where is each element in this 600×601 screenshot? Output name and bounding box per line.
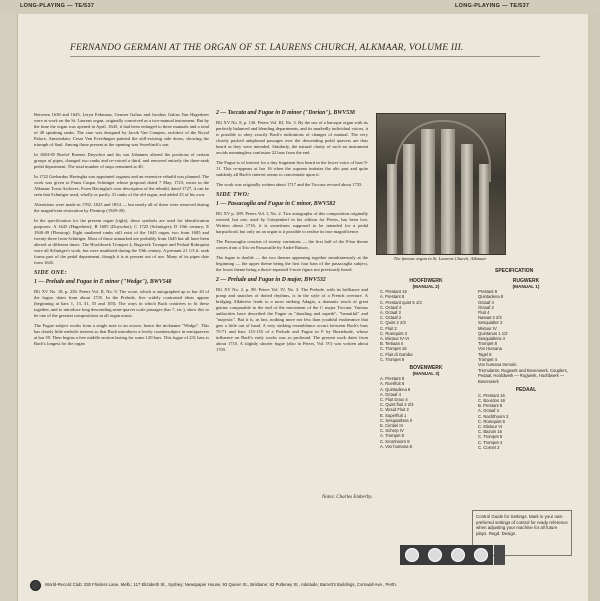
publisher-footer: World-Record Club: 330 Flinders Lane, Melb.; 117 Elizabeth St., Sydney; Newspaper House, 93 Queen St., Brisbane; 62 Pulteney St., Adelaide; Barrett's Buildings, Cornwall Ave., Perth.: [45, 582, 397, 587]
stop-item: A. Prestant 8: [380, 376, 405, 382]
top-strip: [0, 0, 600, 15]
stop-item: C. Roerquint 3: [380, 330, 407, 336]
piece-title: 2 — Toccata and Fugue in D minor ("Dorian"), BWV538: [216, 110, 355, 116]
record-label-logo-icon: [30, 580, 41, 591]
column-history: [34, 112, 209, 351]
column-notes: [216, 108, 368, 357]
stop-item: C. Bourdon 16: [478, 398, 506, 404]
stop-item: C. Fluit di Gamba: [380, 351, 413, 357]
dial-icon: [428, 548, 442, 562]
catalog-label-right: LONG-PLAYING — TE/537: [455, 3, 530, 9]
notes-credit: Notes: Charles Emberby.: [322, 495, 373, 500]
stop-item: C. Octaaf 4: [380, 304, 402, 310]
stop-item: C. Trompet 8: [380, 356, 405, 362]
stop-item: C. Prestant quint 5 1/3: [380, 299, 422, 305]
stop-item: C. Scherp IV: [380, 428, 404, 434]
history-paragraph: Alterations were made in 1782, 1823 and 1854 — but nearly all of these were removed during the magnificent restoration by Flentrop (1949-49).: [34, 202, 209, 213]
stop-item: Trompet 4: [478, 356, 497, 362]
stop-item: C. Cornet 2: [478, 444, 500, 450]
piece-notes: The Fugue is of interest for a tiny fragment first heard in the lower voice of bars 9-11. This re-appears at bar 16 when the soprano imitates the alto part and quite suddenly all Bach's interest seems to concentrate upon it.: [216, 160, 368, 177]
piece-notes: The Fugue subject works from a single note to an octave, hence the nickname "Wedge". This has clearly little melodic interest so that Bach introduces a lovely countersubject in semiquavers at bar 59. Then begins a free middle section lasting for some 120 bars. This fugue of 231 bars is Bach's longest for the organ: [34, 323, 209, 346]
spec-title-block: [380, 268, 580, 274]
stop-item: A. Octaaf 2: [380, 310, 401, 316]
stop-item: A. Roerfluit 8: [380, 381, 405, 387]
history-paragraph: In 1722 Gerhardus Havingha was appointed organist and an extensive rebuild was planned. The work was given to Frans Caspar Schnitger whose proposal dated 7 May, 1723, exists in the Alkmaar Town Archives. From Havingha's own description of the rebuild, dated 1727, it can be seen that Schnitger used, wholly or partly, 31 ranks of the old organ, and added 25 of his own.: [34, 174, 209, 197]
tremulant-couplers: Tremulants, Rugwerk and Bovenwerk. Couplers, Pedaal, Hoofdwerk — Rugwerk, Hoofdwerk — Bovenwerk: [478, 368, 568, 384]
piece-notes: The Passacaglia consists of twenty variations — the first half of the 8-bar theme comes from a Trio en Passacaille by André Raison.: [216, 239, 368, 250]
stop-item: A. Mixtuur IV-VI: [380, 336, 410, 342]
page-title: FERNANDO GERMANI AT THE ORGAN OF ST. LAURENS CHURCH, ALKMAAR, VOLUME III.: [70, 43, 464, 53]
piece-notes: BG XV No. 2, p. 88. Peters Vol. IV, No. 3. The Prelude, with its brilliance and pomp and snatches of dotted rhythms, is in the style of a French overture. A bridging Allabreve leads to a most striking Adagio, a dramatic touch of great genius comparable to the end of the movement of the C major Toccata. Various authorities have described the Fugue as "dazzling and superb", "beautiful" and "majestic". But it is, in fact, nothing more nor less than youthful exuberance that gets a little out of hand. A very striking resemblance occurs between Bach's bars 70-71 and bars 115-116 of a Prelude and Fugue in F by Buxtehude, whose influence on Bach's early works was so profound. The present work dates from about 1710. A slightly shorter fugue (also in Peters, Vol. IV) was written about 1705.: [216, 287, 368, 352]
history-paragraph: In the specification for the present organ (right), these symbols are used for identification purposes: A 1645 (Hagerbeer); B 1685 (Duyschot); C 1725 (Schnitger); D 19th century; E 1940-49 (Flentrop). Eight unaltered ranks still exist of the 1645 organ, two from 1685 and twenty-three from Schnitger. Most of those unmarked are probably from 1645 but all have been altered at different times. The Hoofdwerk Trompet 4, Rugwerk Trompet and Pedaal Rohrquint were all Schnitger's work, but were mutilated during the 19th century. A prestant 21 1/3 ft. rank forms part of the pedal department, though it is at present out of use. Many of its pipes date from 1645.: [34, 218, 209, 265]
stop-item: C. Nachthoorn 2: [478, 413, 509, 419]
history-paragraph: In 1684-85 Roelof Barents Duyschot and his son Johannes altered the positions of certain groups of pipes, changed two ranks and re-voiced a third, and removed entirely the three-rank pedal department. The total number of stops remained at 40.: [34, 152, 209, 169]
stop-item: Octaaf 4: [478, 299, 494, 305]
stop-item: Fluit 4: [478, 310, 490, 316]
division-subheading: (MANUAL 3): [412, 371, 440, 377]
stop-item: C. Kromhoorn 8: [380, 438, 410, 444]
stop-item: Nasaat 3 2/3: [478, 315, 502, 321]
control-guide: Control Guide for Settings. Mark in your own preferred settings of control for ready reference when adjusting your machine for all future plays. Regd. Design.: [472, 510, 572, 556]
stop-item: C. Quint fluit 2 2/3: [380, 402, 414, 408]
side-two-heading: SIDE TWO:: [216, 192, 250, 198]
history-paragraph: Between 1638 and 1645, Leryn Eekmans, Germer Galtus and Jacobus Galtus Van Hagerbeer were at work on the St. Laurens organ, originally conceived as a two-manual instrument. But by the time the organ was opened in April, 1645, it had been enlarged to three manuals and a total of 40 speaking ranks. The case was designed by Jacob Van Campen, architect of the Royal Palace, Amsterdam. Cesar Van Everdingen painted the still-existing side doors, showing the triumph of Saul. Among those present at the opening was Sweelinck's son.: [34, 112, 209, 147]
stop-item: A. Octaaf 4: [380, 391, 401, 397]
stop-item: C. Mixtuur VI: [478, 424, 503, 430]
piece-title: 2 — Prelude and Fugue in D major, BWV532: [216, 277, 326, 283]
stop-item: Quintanus 1 1/2: [478, 330, 508, 336]
stop-item: B. Tertiaan II: [380, 341, 404, 347]
stop-item: A. Vox humana 8: [380, 443, 412, 449]
dial-icon: [405, 548, 419, 562]
title-rule: [70, 56, 540, 57]
stop-item: C. Prestant 16: [380, 289, 407, 295]
organ-photo: [376, 113, 506, 255]
stop-item: Sesquialtera II: [478, 336, 505, 342]
spec-hoofdwerk: [380, 278, 472, 449]
stop-item: E. Cimbel III: [380, 423, 403, 429]
piece-title: 1 — Prelude and Fugue in E minor ("Wedge"), BWV548: [34, 279, 172, 285]
stop-item: C. Trompet 4: [478, 439, 503, 445]
stop-item: C. Trompet 8: [478, 434, 503, 440]
organ-pipe-shape: [479, 164, 489, 254]
stop-item: B. Prestant 8: [478, 403, 503, 409]
side-one-heading: SIDE ONE:: [34, 270, 67, 276]
division-subheading: (MANUAL 2): [412, 284, 440, 289]
stop-item: Sesquialter 2: [478, 320, 503, 326]
stop-list: [478, 289, 574, 367]
stop-item: C. Octaaf 2: [380, 315, 402, 321]
stop-item: Mixtuur IV: [478, 325, 497, 331]
spec-rugwerk: [478, 278, 574, 450]
stop-item: Trompet 8: [478, 341, 497, 347]
dial-tag: [494, 545, 505, 565]
stop-item: A. Quintadena 8: [380, 386, 411, 392]
stop-item: C. Trompet 16: [380, 346, 407, 352]
stop-item: Vox humana tremolo: [478, 362, 517, 368]
stop-item: C. Roerquint 6: [478, 418, 505, 424]
piece-notes: The work was originally written about 1717 and the Toccata revised about 1735.: [216, 182, 363, 187]
stop-item: Tagel 8: [478, 351, 492, 357]
catalog-label-left: LONG-PLAYING — TE/537: [20, 3, 95, 9]
spec-title: SPECIFICATION: [495, 268, 534, 274]
left-spine-flap: [0, 14, 18, 601]
stop-item: A. Trompet 8: [380, 433, 404, 439]
stop-item: Octaaf 2: [478, 304, 494, 310]
stop-item: C. Prestant 16: [478, 392, 505, 398]
piece-notes: The fugue is double — the two themes appearing together simultaneously at the beginning — the upper theme being the first four bars of the passacaglia subject, the lower theme being a thrice-repeated 3-note figure not previously heard.: [216, 255, 368, 272]
control-dials: [400, 545, 493, 565]
stop-item: C. Bazuin 16: [478, 429, 502, 435]
stop-item: C. Fluit Doux 4: [380, 397, 408, 403]
organ-pipe-shape: [403, 144, 415, 254]
photo-caption: The famous organ in St. Laurens Church, Alkmaar: [393, 256, 487, 261]
division-heading: BOVENWERK: [409, 365, 443, 372]
right-edge: [588, 14, 600, 601]
stop-item: A. Octaaf 4: [478, 408, 499, 414]
stop-item: A. Prestant 8: [380, 294, 405, 300]
division-subheading: (MANUAL 1): [512, 284, 540, 289]
division-heading: RUGWERK: [512, 278, 540, 284]
organ-pipe-shape: [421, 129, 435, 254]
stop-item: Prestant 8: [478, 289, 498, 295]
stop-item: C. Woud Fluit 2: [380, 407, 409, 413]
division-heading: HOOFDWERK: [409, 278, 443, 284]
stop-item: Vox Humana: [478, 346, 502, 352]
organ-pipe-shape: [387, 164, 397, 254]
piece-title: 1 — Passacaglia and Fugue in C minor, BWV582: [216, 201, 336, 207]
stop-item: Quintadena 8: [478, 294, 504, 300]
piece-notes: BG XV No. 8, p. 136. Peters Vol. III, No. 3. By the use of a baroque organ with its perfectly balanced and blending departments, and its markedly individual voices, it is possible to obey exactly Bach's indications of changes of manual. The very closely packed antiphonal passages over the descending pedal quavers are thus heard as they were intended. Similarly, the natural clarity of such an instrument avoids meaningless confusion 22 bars from the end.: [216, 120, 368, 155]
division-heading: PEDAAL: [515, 386, 537, 393]
organ-pipe-shape: [441, 129, 455, 254]
stop-item: C. Quint 2 2/3: [380, 320, 406, 326]
piece-notes: BG XV p. 289. Peters Vol. I, No. 2. Two autographs of this composition originally existed, but one, used by Griepenkerl in his edition for Peters, has been lost. Written about 1716, it is sometimes supposed to be intended for a pedal harpsichord, but only on an organ is it possible to realise its true magnificence.: [216, 211, 368, 234]
stop-item: C. Sesquialtera II: [380, 417, 413, 423]
piece-notes: BG XV No. 18, p. 236. Peters Vol. II, No. 9. The score, which is autographed up to bar 20 of the fugue, dates from about 1735. In the Prelude, five widely contrasted ideas appear (beginning at bars 1, 13, 31, 55 and 103). The ways in which Bach contrives to fit these together, and to introduce long descending semi-quaver scale passages (bar 7, etc.), show this to be one of the greatest compositions in all organ music.: [34, 289, 209, 318]
organ-pipe-shape: [461, 144, 473, 254]
dial-icon: [451, 548, 465, 562]
stop-item: C. Fluit 2: [380, 325, 397, 331]
stop-list: [478, 393, 574, 450]
stop-item: E. Superfluit 1: [380, 412, 407, 418]
dial-icon: [474, 548, 488, 562]
stop-list: [380, 376, 472, 449]
stop-list: [380, 289, 472, 362]
